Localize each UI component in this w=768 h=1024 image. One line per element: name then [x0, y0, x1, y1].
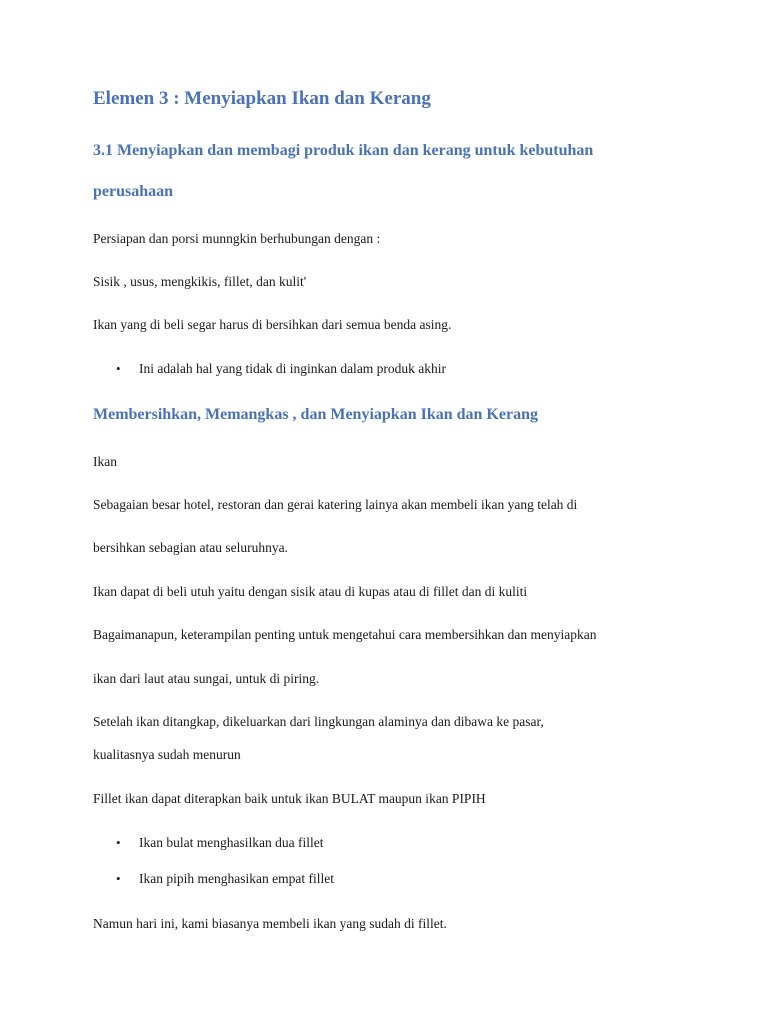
list-item: Ini adalah hal yang tidak di inginkan dalam produk akhir	[139, 361, 447, 376]
bullet-icon: •	[116, 871, 121, 886]
paragraph: Sebagaian besar hotel, restoran dan gerai katering lainya akan membeli ikan yang telah di	[93, 497, 578, 512]
section-heading-membersihkan: Membersihkan, Memangkas , dan Menyiapkan Ikan dan Kerang	[93, 406, 538, 423]
paragraph: Sisik , usus, mengkikis, fillet, dan kulit'	[93, 274, 307, 289]
section-heading-3-1-line2: perusahaan	[93, 183, 174, 200]
paragraph: Ikan yang di beli segar harus di bersihkan dari semua benda asing.	[93, 317, 452, 332]
paragraph: Fillet ikan dapat diterapkan baik untuk ikan BULAT maupun ikan PIPIH	[93, 791, 486, 806]
bullet-icon: •	[116, 835, 121, 850]
paragraph: bersihkan sebagian atau seluruhnya.	[93, 540, 288, 555]
paragraph: Setelah ikan ditangkap, dikeluarkan dari lingkungan alaminya dan dibawa ke pasar,	[93, 714, 544, 729]
list-item: Ikan bulat menghasilkan dua fillet	[139, 835, 324, 850]
paragraph: Ikan dapat di beli utuh yaitu dengan sisik atau di kupas atau di fillet dan di kuliti	[93, 584, 528, 599]
section-heading-3-1-line1: 3.1 Menyiapkan dan membagi produk ikan dan kerang untuk kebutuhan	[93, 142, 594, 159]
bullet-icon: •	[116, 361, 121, 376]
paragraph: kualitasnya sudah menurun	[93, 747, 241, 762]
paragraph: ikan dari laut atau sungai, untuk di piring.	[93, 671, 320, 686]
paragraph: Namun hari ini, kami biasanya membeli ikan yang sudah di fillet.	[93, 916, 447, 931]
paragraph: Persiapan dan porsi munngkin berhubungan dengan :	[93, 231, 381, 246]
paragraph: Bagaimanapun, keterampilan penting untuk mengetahui cara membersihkan dan menyiapkan	[93, 627, 597, 642]
main-heading: Elemen 3 : Menyiapkan Ikan dan Kerang	[93, 88, 431, 109]
paragraph: Ikan	[93, 454, 117, 469]
list-item: Ikan pipih menghasikan empat fillet	[139, 871, 334, 886]
